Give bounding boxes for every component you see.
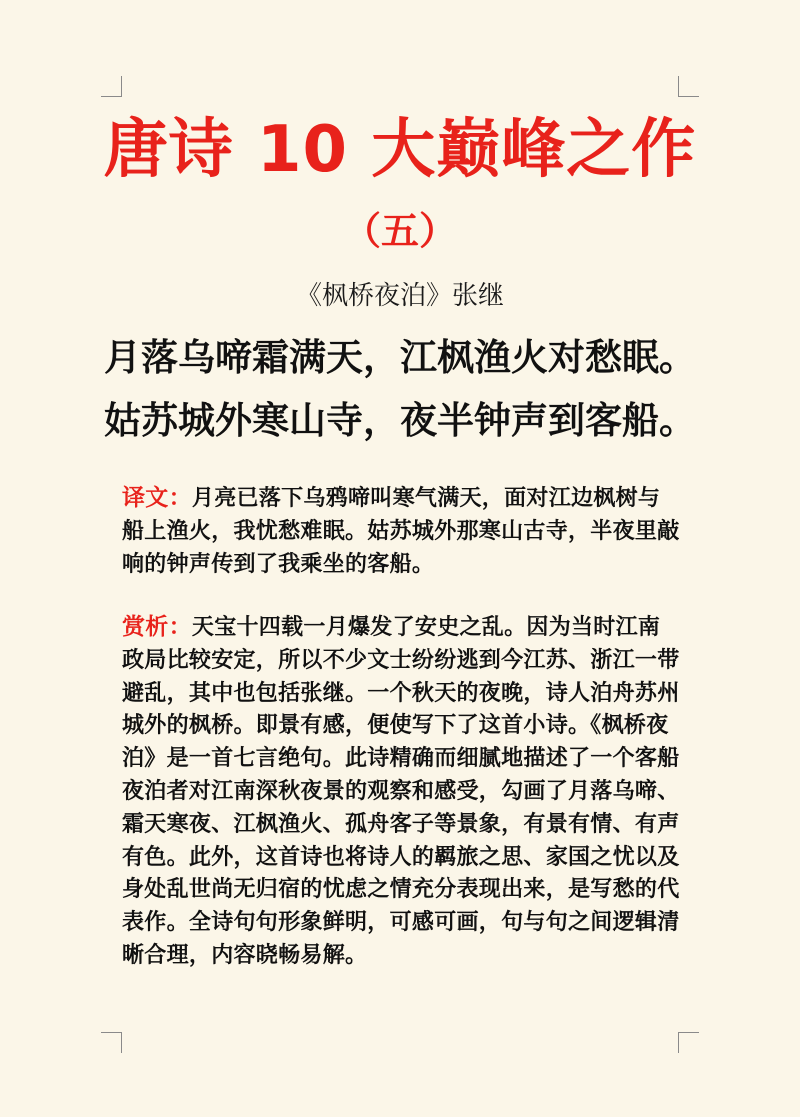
analysis-label: 赏析： (122, 614, 192, 640)
translation-text: 月亮已落下乌鸦啼叫寒气满天，面对江边枫树与船上渔火，我忧愁难眠。姑苏城外那寒山古寺，半夜里敲响的钟声传到了我乘坐的客船。 (122, 486, 680, 577)
crop-mark-top-right (678, 76, 699, 97)
analysis-text: 天宝十四载一月爆发了安史之乱。因为当时江南政局比较安定，所以不少文士纷纷逃到今江苏、浙江一带避乱，其中也包括张继。一个秋天的夜晚，诗人泊舟苏州城外的枫桥。即景有感，便使写下了这首小诗。《枫桥夜泊》是一首七言绝句。此诗精确而细腻地描述了一个客船夜泊者对江南深秋夜景的观察和感受，勾画了月落乌啼、霜天寒夜、江枫渔火、孤舟客子等景象，有景有情、有声有色。此外，这首诗也将诗人的羁旅之思、家国之忧以及身处乱世尚无归宿的忧虑之情充分表现出来，是写愁的代表作。全诗句句形象鲜明，可感可画，句与句之间逻辑清晰合理，内容晓畅易解。 (122, 615, 680, 968)
crop-mark-bottom-right (678, 1032, 699, 1053)
crop-mark-top-left (101, 76, 122, 97)
poem-line-1: 月落乌啼霜满天，江枫渔火对愁眠。 (104, 336, 696, 379)
poem-title-author: 《枫桥夜泊》张继 (295, 281, 504, 311)
translation-label: 译文： (122, 485, 192, 511)
translation-section (122, 482, 682, 581)
poem-line-2: 姑苏城外寒山寺，夜半钟声到客船。 (104, 399, 696, 442)
crop-mark-bottom-left (101, 1032, 122, 1053)
analysis-section (122, 611, 682, 973)
page-subtitle: （五） (342, 209, 457, 253)
page-title: 唐诗 10 大巅峰之作 (103, 113, 697, 187)
